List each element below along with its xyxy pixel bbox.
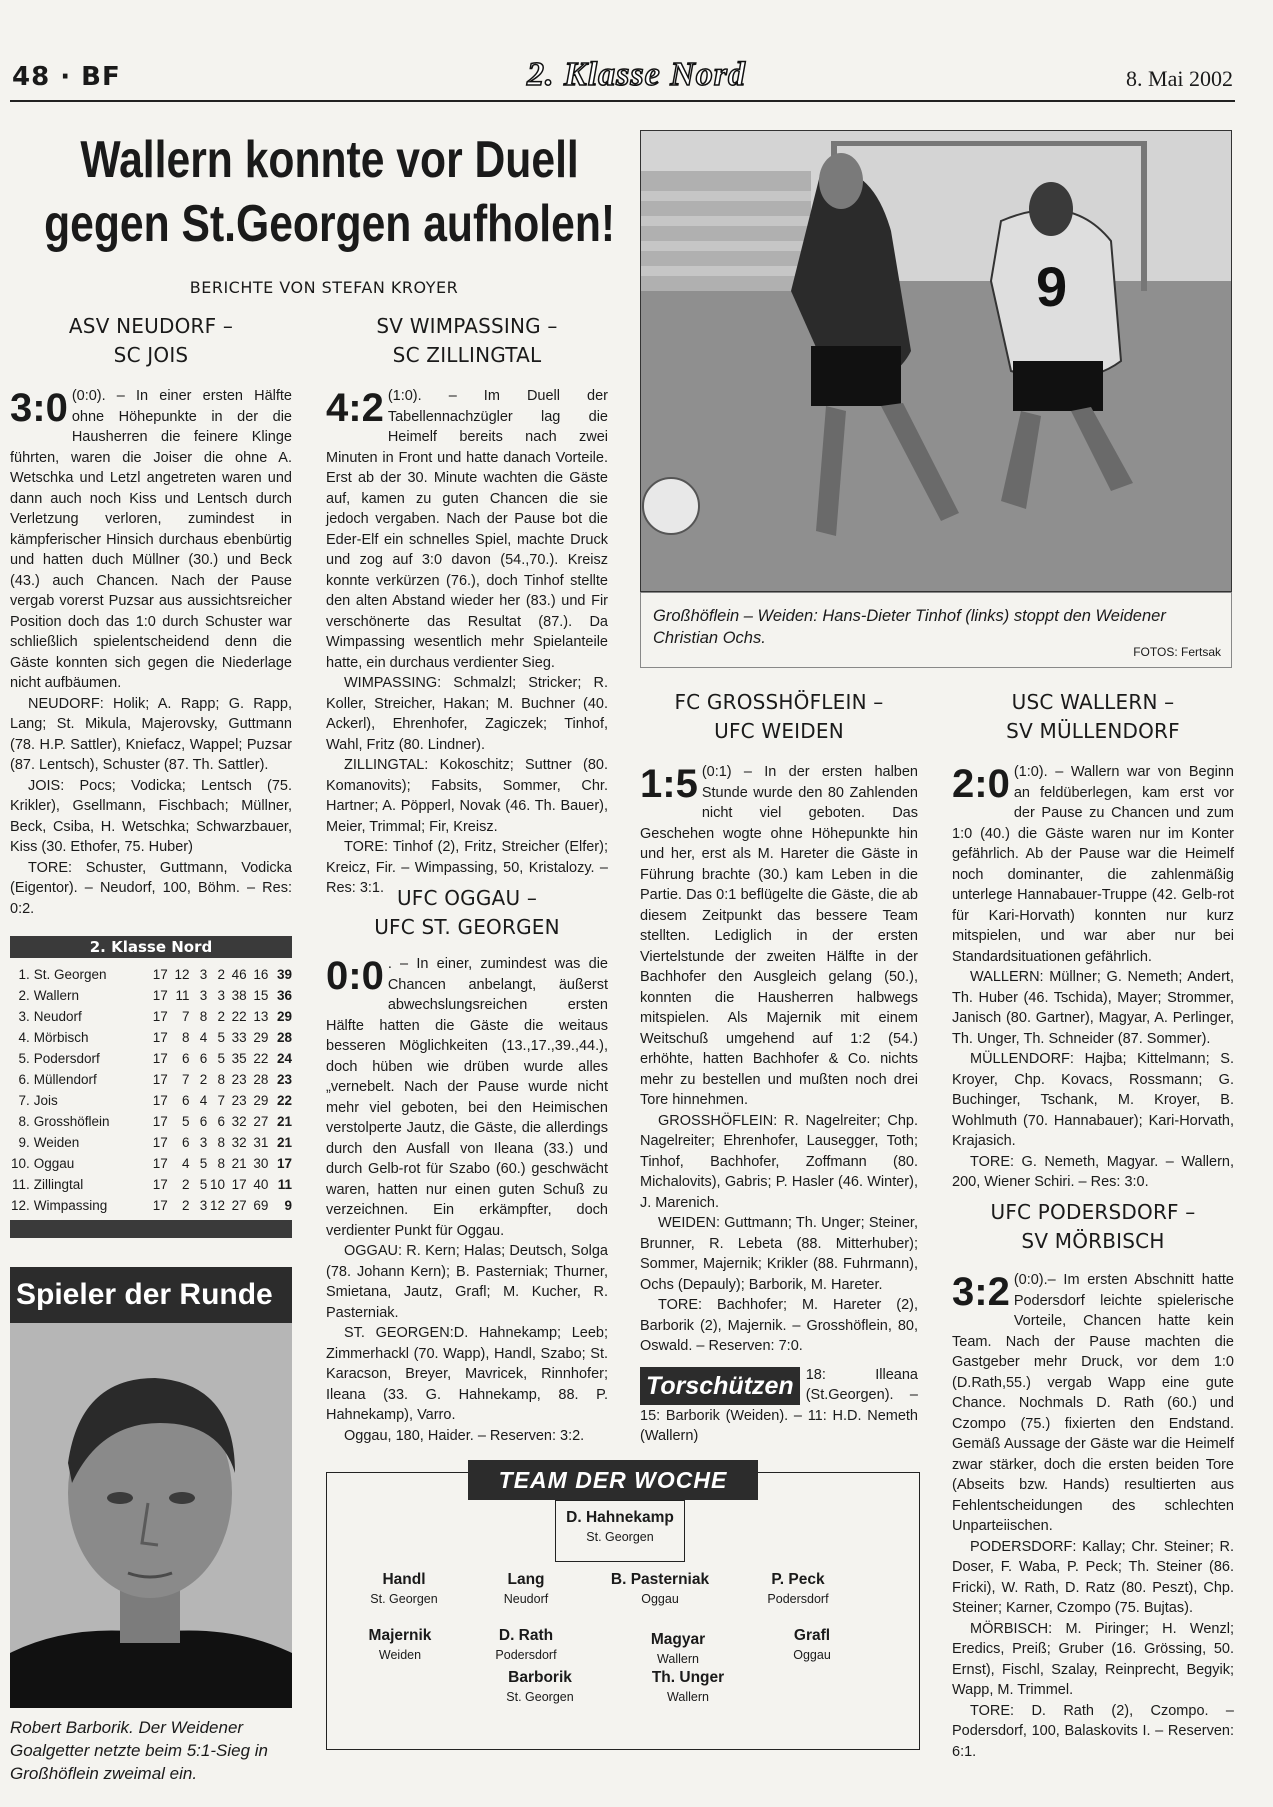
- standings-cell-t: St. Georgen: [33, 967, 107, 982]
- team-player-club: St. Georgen: [506, 1690, 574, 1704]
- issue-date: 8. Mai 2002: [1126, 66, 1233, 91]
- report-text: (1:0). – Im Duell der Tabellennachzügler lag die Heimelf bereits nach zwei Minuten in Front und hatte danach Vorteile. Erst ab der 30. Minute wachten die Gäste auf, kamen zu guten Chancen die sie jedoch vergaben. Nach der Pause bot die Eder-Elf ein schnelles Spiel, machte Druck und zog auf 3:0 davon (54.,70.). Kreisz konnte verkürzen (76.), doch Tinhof stellte den alten Abstand wieder her (83.) und Fir verschönerte das Resultat (87.). Da Wimpassing wesentlich mehr Spielanteile hatte, ein durchaus verdienter Sieg.: [326, 388, 608, 671]
- standings-row: [10, 1006, 292, 1027]
- lineup-away: WEIDEN: Guttmann; Th. Unger; Steiner, Brunner, R. Lebeta (88. Mitterhuber); Sommer, Majernik; Krikler (88. Fuhrmann), Ochs (Depauly); Barborik, M. Hareter.: [640, 1215, 918, 1293]
- standings-cell-ga: 69: [253, 1198, 269, 1213]
- standings-cell-l: 5: [217, 1030, 225, 1045]
- standings-cell-t: Podersdorf: [33, 1051, 100, 1066]
- page-number: 48 · BF: [12, 62, 121, 92]
- standings-cell-l: 12: [209, 1198, 225, 1213]
- standings-cell-d: 4: [199, 1093, 208, 1108]
- standings-cell-g: 17: [152, 988, 168, 1003]
- match-heading: [640, 688, 918, 746]
- match-score: 1:5: [640, 762, 698, 806]
- standings-footer-bar: [10, 1220, 292, 1238]
- header-rule: [10, 100, 1235, 102]
- standings-cell-n: 6.: [18, 1072, 30, 1087]
- standings-cell-n: 12.: [10, 1198, 30, 1213]
- match-team-2: UFC ST. GEORGEN: [374, 915, 560, 939]
- team-player-club: Wallern: [667, 1690, 709, 1704]
- standings-cell-ga: 13: [253, 1009, 269, 1024]
- standings-cell-p: 24: [276, 1051, 293, 1066]
- standings-cell-ga: 16: [253, 967, 269, 982]
- standings-cell-l: 7: [217, 1093, 225, 1108]
- section-title: 2. Klasse Nord: [527, 56, 746, 93]
- match-team-2: SC ZILLINGTAL: [392, 343, 542, 367]
- standings-cell-ga: 27: [253, 1114, 269, 1129]
- standings-cell-gf: 32: [231, 1114, 247, 1129]
- team-player-club: Neudorf: [503, 1592, 549, 1606]
- standings-cell-n: 2.: [18, 988, 30, 1003]
- standings-cell-p: 29: [276, 1009, 293, 1024]
- match-report-grosshoeflein-weiden: [640, 688, 918, 1447]
- lineup-home: WALLERN: Müllner; G. Nemeth; Andert, Th. Huber (46. Tschida), Mayer; Strommer, Janisch (80. Gartner), Magyar, A. Perlinger, Th. Unger, Th. Schneider (87. Sommer).: [952, 969, 1234, 1047]
- team-player-name: Lang: [507, 1571, 545, 1588]
- team-player: [608, 1630, 748, 1668]
- standings-cell-p: 23: [276, 1072, 293, 1087]
- headline-line-2: gegen St.Georgen aufholen!: [44, 195, 616, 253]
- team-player: [742, 1626, 882, 1664]
- team-player-club: Oggau: [793, 1648, 831, 1662]
- team-player-club: St. Georgen: [370, 1592, 438, 1606]
- standings-cell-p: 17: [276, 1156, 293, 1171]
- standings-row: [10, 1090, 292, 1111]
- team-player-club: Oggau: [641, 1592, 679, 1606]
- standings-cell-n: 7.: [18, 1093, 30, 1108]
- team-player-name: Grafl: [793, 1627, 831, 1644]
- standings-row: [10, 1111, 292, 1132]
- standings-cell-ga: 31: [253, 1135, 269, 1150]
- standings-cell-gf: 32: [231, 1135, 247, 1150]
- standings-cell-l: 2: [217, 967, 225, 982]
- shirt-number: 9: [1036, 255, 1068, 318]
- match-report-neudorf-jois: [10, 312, 292, 919]
- standings-cell-l: 10: [209, 1177, 225, 1192]
- match-report-wimpassing-zillingtal: [326, 312, 608, 899]
- standings-cell-g: 17: [152, 1030, 168, 1045]
- standings-cell-d: 2: [199, 1072, 208, 1087]
- team-player-name: D. Rath: [498, 1627, 554, 1644]
- standings-cell-d: 3: [199, 967, 208, 982]
- team-player: [334, 1570, 474, 1608]
- match-team-2: SC JOIS: [113, 343, 189, 367]
- lineup-away: MÜLLENDORF: Hajba; Kittelmann; S. Kroyer, Chp. Kovacs, Rossmann; G. Buchinger, Tschank, M. Kroyer, B. Wohlmuth (70. Hannabauer); Kari-Horvath, Krajasich.: [952, 1051, 1234, 1149]
- match-heading: [326, 312, 608, 370]
- standings-cell-n: 10.: [10, 1156, 30, 1171]
- standings-cell-p: 11: [277, 1177, 293, 1192]
- standings-cell-n: 8.: [18, 1114, 30, 1129]
- torschuetzen-label: Torschützen: [640, 1367, 800, 1405]
- standings-cell-ga: 28: [253, 1072, 269, 1087]
- standings-cell-w: 6: [181, 1135, 190, 1150]
- match-team-2: SV MÜLLENDORF: [1006, 719, 1180, 743]
- standings-cell-gf: 35: [231, 1051, 247, 1066]
- match-report-wallern-muellendorf: [952, 688, 1234, 1193]
- standings-row: [10, 1174, 292, 1195]
- standings-cell-p: 9: [284, 1198, 293, 1213]
- match-goals: TORE: D. Rath (2), Czompo. – Podersdorf, 100, Balaskovits I. – Reserven: 6:1.: [952, 1702, 1234, 1760]
- match-team-2: UFC WEIDEN: [714, 719, 844, 743]
- team-player-name: D. Hahnekamp: [566, 1509, 674, 1526]
- lineup-away: ZILLINGTAL: Kokoschitz; Suttner (80. Komanovits); Fabsits, Sommer, Chr. Hartner; A. Pöpperl, Novak (46. Th. Bauer), Meier, Trimmal; Fir, Kreisz.: [326, 757, 608, 835]
- torschuetzen-text: 18: Illeana (St.Georgen). – 15: Barborik (Weiden). – 11: H.D. Nemeth (Wallern): [640, 1366, 918, 1444]
- standings-cell-d: 3: [199, 988, 208, 1003]
- standings-cell-p: 21: [276, 1135, 293, 1150]
- portrait-illustration: [10, 1323, 292, 1708]
- team-player-name: Th. Unger: [651, 1669, 725, 1686]
- standings-cell-ga: 30: [253, 1156, 269, 1171]
- standings-cell-w: 5: [181, 1114, 190, 1129]
- standings-cell-l: 8: [217, 1156, 225, 1171]
- report-text: . – In einer, zumindest was die Chancen anbelangt, äußerst abwechslungsreichen ersten Hälfte hatten die Gäste die weitaus besseren Möglichkeiten (13.,17.,39.,44.), doch hüben wie drüben wurde alles „vernebelt. Nach der Pause wurde nicht mehr viel geboten, bei den Heimischen verstolperte Jautz, die Gäste, die allerdings durch den Ausfall von Ileana (33.) und durch Gelb-rot für Szabo (60.) geschwächt waren, hatten nur einen guten Schuß zu verzeichnen. Ein erkämpfter, doch verdienter Punkt für Oggau.: [326, 956, 608, 1239]
- standings-row: [10, 964, 292, 985]
- match-score: 2:0: [952, 762, 1010, 806]
- standings-cell-n: 1.: [18, 967, 30, 982]
- photo-caption: Großhöflein – Weiden: Hans-Dieter Tinhof (links) stoppt den Weidener Christian Ochs.: [653, 607, 1166, 647]
- team-player-name: Majernik: [368, 1627, 432, 1644]
- standings-cell-l: 2: [217, 1009, 225, 1024]
- standings-cell-t: Grosshöflein: [33, 1114, 110, 1129]
- match-goals: TORE: Bachhofer; M. Hareter (2), Barborik (2), Majernik. – Grosshöflein, 80, Oswald. – Reserven: 7:0.: [640, 1297, 918, 1354]
- spieler-caption: Robert Barborik. Der Weidener Goalgetter netzte beim 5:1-Sieg in Großhöflein zweimal ein.: [10, 1718, 268, 1783]
- lineup-home: NEUDORF: Holik; A. Rapp; G. Rapp, Lang; St. Mikula, Majerovsky, Guttmann (78. H.P. Sattler), Kniefacz, Wappel; Puzsar (87. Lentsch), Schuster (87. Th. Sattler).: [10, 695, 292, 773]
- match-heading: [952, 1198, 1234, 1256]
- standings-cell-g: 17: [152, 1051, 168, 1066]
- standings-cell-n: 3.: [18, 1009, 30, 1024]
- standings-table: [10, 936, 292, 1238]
- match-report-oggau-stgeorgen: [326, 884, 608, 1446]
- match-score: 3:2: [952, 1270, 1010, 1314]
- standings-row: [10, 1027, 292, 1048]
- standings-cell-d: 3: [199, 1198, 208, 1213]
- standings-cell-t: Mörbisch: [33, 1030, 89, 1045]
- photo-credit: FOTOS: Fertsak: [1133, 645, 1221, 659]
- team-player-name: B. Pasterniak: [610, 1571, 710, 1588]
- team-player-name: Handl: [382, 1571, 426, 1588]
- team-player: [470, 1668, 610, 1706]
- standings-cell-t: Wallern: [33, 988, 79, 1003]
- team-player-club: Weiden: [378, 1648, 422, 1662]
- match-photo: [640, 130, 1232, 592]
- standings-cell-l: 8: [217, 1135, 225, 1150]
- standings-cell-w: 12: [174, 967, 190, 982]
- standings-cell-w: 7: [181, 1009, 190, 1024]
- team-player-club: Podersdorf: [495, 1648, 557, 1662]
- standings-cell-w: 2: [181, 1177, 190, 1192]
- standings-cell-gf: 23: [231, 1072, 247, 1087]
- standings-cell-l: 5: [217, 1051, 225, 1066]
- lineup-home: WIMPASSING: Schmalzl; Stricker; R. Koller, Streicher, Hakan; M. Buchner (40. Ackerl), Ehrenhofer, Zagiczek; Tinhof, Wahl, Fritz (80. Lindner).: [326, 675, 608, 753]
- standings-cell-l: 8: [217, 1072, 225, 1087]
- match-team-1: UFC OGGAU –: [396, 886, 538, 910]
- standings-cell-t: Weiden: [33, 1135, 80, 1150]
- standings-cell-l: 3: [217, 988, 225, 1003]
- standings-cell-gf: 46: [231, 967, 247, 982]
- team-der-woche-title: TEAM DER WOCHE: [468, 1460, 758, 1500]
- standings-rows: [10, 958, 292, 1220]
- standings-cell-p: 36: [276, 988, 293, 1003]
- match-goals: TORE: Tinhof (2), Fritz, Streicher (Elfer); Kreicz, Fir. – Wimpassing, 50, Kristalozy. – Res: 3:1.: [326, 839, 608, 896]
- standings-cell-gf: 23: [231, 1093, 247, 1108]
- photo-caption-box: [640, 592, 1232, 668]
- team-player: [590, 1570, 730, 1608]
- torschuetzen: [640, 1365, 918, 1447]
- standings-row: [10, 1069, 292, 1090]
- standings-cell-w: 4: [181, 1156, 190, 1171]
- team-player-name: P. Peck: [771, 1571, 825, 1588]
- standings-row: [10, 1195, 292, 1216]
- match-team-1: SV WIMPASSING –: [376, 314, 558, 338]
- report-text: (0:0). – In einer ersten Hälfte ohne Höhepunkte in der die Hausherren die feinere Klinge führten, waren die Joiser die ohne A. Wetschka und Letzl angetreten waren und dann auch noch Kiss und Lentsch durch Verletzung verloren, zumindest in kämpferischer Hinsich durchaus ebenbürtig und hatten duch Müllner (30.) und Beck (43.) auch Chancen. Nach der Pause vergab vorerst Puzsar aus aussichtsreicher Position doch das 1:0 durch Schuster war schließlich spielentscheidend denn die Gäste konnten sich gegen die Niederlage nicht aufbäumen.: [10, 388, 292, 691]
- lineup-away: ST. GEORGEN:D. Hahnekamp; Leeb; Zimmerhackl (70. Wapp), Handl, Szabo; St. Karacson, Breyer, Mavricek, Rinnhofer; Ileana (33. G. Hahnekamp, 88. P. Hahnekamp), Varro.: [326, 1325, 608, 1423]
- standings-cell-gf: 22: [231, 1009, 247, 1024]
- team-player: [330, 1626, 470, 1664]
- standings-cell-t: Neudorf: [33, 1009, 82, 1024]
- match-team-2: SV MÖRBISCH: [1021, 1229, 1165, 1253]
- match-photo-illustration: [641, 131, 1232, 592]
- standings-cell-g: 17: [152, 1093, 168, 1108]
- standings-cell-g: 17: [152, 1135, 168, 1150]
- standings-cell-n: 5.: [18, 1051, 30, 1066]
- standings-cell-d: 8: [199, 1009, 208, 1024]
- team-player-club: St. Georgen: [586, 1530, 654, 1544]
- standings-cell-n: 11.: [11, 1177, 30, 1192]
- team-player-name: Barborik: [508, 1669, 572, 1686]
- standings-cell-w: 8: [181, 1030, 190, 1045]
- standings-cell-ga: 29: [253, 1030, 269, 1045]
- standings-cell-g: 17: [152, 967, 168, 982]
- standings-cell-p: 22: [276, 1093, 293, 1108]
- standings-cell-t: Zillingtal: [33, 1177, 84, 1192]
- match-score: 4:2: [326, 386, 384, 430]
- team-player: [550, 1508, 690, 1546]
- standings-cell-t: Wimpassing: [33, 1198, 108, 1213]
- match-score: 3:0: [10, 386, 68, 430]
- standings-cell-l: 6: [217, 1114, 225, 1129]
- standings-cell-gf: 27: [231, 1198, 247, 1213]
- standings-cell-n: 4.: [18, 1030, 30, 1045]
- spieler-title: Spieler der Runde: [10, 1267, 292, 1323]
- standings-cell-w: 6: [181, 1051, 190, 1066]
- standings-cell-t: Jois: [33, 1093, 58, 1108]
- standings-cell-w: 11: [175, 988, 190, 1003]
- standings-cell-g: 17: [152, 1009, 168, 1024]
- match-team-1: FC GROSSHÖFLEIN –: [674, 690, 884, 714]
- standings-cell-ga: 22: [253, 1051, 269, 1066]
- standings-cell-ga: 15: [253, 988, 269, 1003]
- match-team-1: ASV NEUDORF –: [68, 314, 234, 338]
- team-player-club: Podersdorf: [767, 1592, 829, 1606]
- standings-cell-p: 28: [276, 1030, 293, 1045]
- standings-cell-ga: 40: [253, 1177, 269, 1192]
- standings-cell-d: 5: [199, 1177, 208, 1192]
- player-portrait-photo: [10, 1323, 292, 1708]
- headline-line-1: Wallern konnte vor Duell: [80, 131, 579, 189]
- standings-cell-d: 5: [199, 1156, 208, 1171]
- standings-cell-t: Müllendorf: [33, 1072, 97, 1087]
- match-heading: [326, 884, 608, 942]
- match-score: 0:0: [326, 954, 384, 998]
- standings-row: [10, 1048, 292, 1069]
- match-heading: [952, 688, 1234, 746]
- standings-cell-gf: 38: [231, 988, 247, 1003]
- lineup-away: MÖRBISCH: M. Piringer; H. Wenzl; Eredics, Preiß; Gruber (16. Grössing, 50. Ernst), Fischl, Szalay, Reinprecht, Begyik; Wapp, M. Trimmel.: [952, 1620, 1234, 1698]
- headline: [18, 128, 641, 256]
- byline: BERICHTE VON STEFAN KROYER: [189, 278, 459, 297]
- standings-row: [10, 1132, 292, 1153]
- standings-cell-d: 4: [199, 1030, 208, 1045]
- team-player: [618, 1668, 758, 1706]
- standings-cell-g: 17: [152, 1198, 168, 1213]
- standings-cell-w: 6: [181, 1093, 190, 1108]
- team-player-name: Magyar: [650, 1631, 706, 1648]
- standings-cell-d: 3: [199, 1135, 208, 1150]
- standings-cell-gf: 21: [231, 1156, 247, 1171]
- lineup-home: PODERSDORF: Kallay; Chr. Steiner; R. Doser, F. Waba, P. Peck; Th. Steiner (86. Fricki), W. Rath, D. Ratz (80. Peszt), Chp. Steiner; Karner, Czompo (75. Bujtas).: [952, 1538, 1234, 1616]
- standings-cell-d: 6: [199, 1051, 208, 1066]
- standings-cell-gf: 17: [231, 1177, 247, 1192]
- lineup-away: JOIS: Pocs; Vodicka; Lentsch (75. Krikler), Gsellmann, Fischbach; Müllner, Beck, Csiba, H. Wetschka; Schwarzbauer, Kiss (30. Ethofer, 75. Huber): [10, 777, 292, 855]
- standings-cell-g: 17: [152, 1156, 168, 1171]
- match-report-podersdorf-moerbisch: [952, 1198, 1234, 1762]
- standings-cell-w: 2: [181, 1198, 190, 1213]
- match-heading: [10, 312, 292, 370]
- lineup-home: OGGAU: R. Kern; Halas; Deutsch, Solga (78. Johann Kern); B. Pasterniak; Thurner, Smietana, Jautz, Grafl; M. Kucher, R. Pasterniak.: [326, 1243, 608, 1321]
- match-goals: TORE: G. Nemeth, Magyar. – Wallern, 200, Wiener Schiri. – Res: 3:0.: [952, 1153, 1234, 1190]
- match-team-1: UFC PODERSDORF –: [990, 1200, 1196, 1224]
- team-player: [456, 1570, 596, 1608]
- standings-row: [10, 1153, 292, 1174]
- standings-cell-d: 6: [199, 1114, 208, 1129]
- report-text: (1:0). – Wallern war von Beginn an feldüberlegen, kam erst vor der Pause zu Chancen und zum 1:0 (40.) die Gäste waren nur im Konter gefährlich. Ab der Pause war die Heimelf noch dominanter, die zahlenmäßig unterlege Hannabauer-Truppe (42. Gelb-rot für Kari-Horvath) konnten nur kurz mitspielen, und war aber nur bei Standardsituationen gefährlich.: [952, 764, 1234, 965]
- standings-cell-t: Oggau: [33, 1156, 75, 1171]
- standings-cell-w: 7: [181, 1072, 190, 1087]
- standings-title: 2. Klasse Nord: [10, 936, 292, 958]
- spieler-der-runde: [10, 1267, 292, 1807]
- standings-cell-g: 17: [152, 1114, 168, 1129]
- match-goals: TORE: Schuster, Guttmann, Vodicka (Eigentor). – Neudorf, 100, Böhm. – Res: 0:2.: [10, 859, 292, 917]
- standings-cell-n: 9.: [18, 1135, 30, 1150]
- standings-cell-g: 17: [152, 1177, 168, 1192]
- lineup-home: GROSSHÖFLEIN: R. Nagelreiter; Chp. Nagelreiter; Ehrenhofer, Lausegger, Toth; Tinhof, Bachhofer, Zoffmann (80. Michalovits), Gabris; P. Hasler (46. Winter), J. Marenich.: [640, 1112, 918, 1211]
- standings-cell-ga: 29: [253, 1093, 269, 1108]
- standings-cell-gf: 33: [231, 1030, 247, 1045]
- standings-cell-p: 39: [276, 967, 293, 982]
- standings-cell-p: 21: [276, 1114, 293, 1129]
- report-text: (0:1) – In der ersten halben Stunde wurde den 80 Zahlenden nicht viel geboten. Das Geschehen wogte ohne Höhepunkte hin und her, erst als M. Hareter die Gäste in Führung brachte (30.) kam Leben in die Partie. Das 0:1 beflügelte die Gäste, die ab diesem Zeitpunkt das bessere Team stellten. Lediglich in der ersten Viertelstunde der zweiten Hälfte in der Bachhofer den Ausgleich gelang (50.), konnten die Hausherren halbwegs mitspielen. Als Majernik mit einem Weitschuß umgehend auf 1:2 (54.) erhöhte, hatten Bachhofer & Co. nichts mehr zu bestellen und mußten noch drei Tore hinnehmen.: [640, 764, 918, 1108]
- team-player-club: Wallern: [657, 1652, 699, 1666]
- team-player: [456, 1626, 596, 1664]
- standings-row: [10, 985, 292, 1006]
- standings-cell-g: 17: [152, 1072, 168, 1087]
- match-team-1: USC WALLERN –: [1011, 690, 1175, 714]
- report-text: (0:0).– Im ersten Abschnitt hatte Podersdorf leichte spielerische Vorteile, Chancen hatte kein Team. Nach der Pause machten die Gastgeber mehr Druck, vor dem 1:0 (D.Rath,55.) vergab Wapp eine gute Chance. Nochmals D. Rath (60.) und Czompo (75.) fixierten den Endstand. Gemäß Aussage der Gäste war die Heimelf zwar stärker, doch die ersten beiden Tore (Abseits bzw. Hands) resultierten aus Fehlentscheidungen des schlechten Unparteiischen.: [952, 1272, 1234, 1534]
- match-goals: Oggau, 180, Haider. – Reserven: 3:2.: [344, 1427, 585, 1444]
- team-player: [728, 1570, 868, 1608]
